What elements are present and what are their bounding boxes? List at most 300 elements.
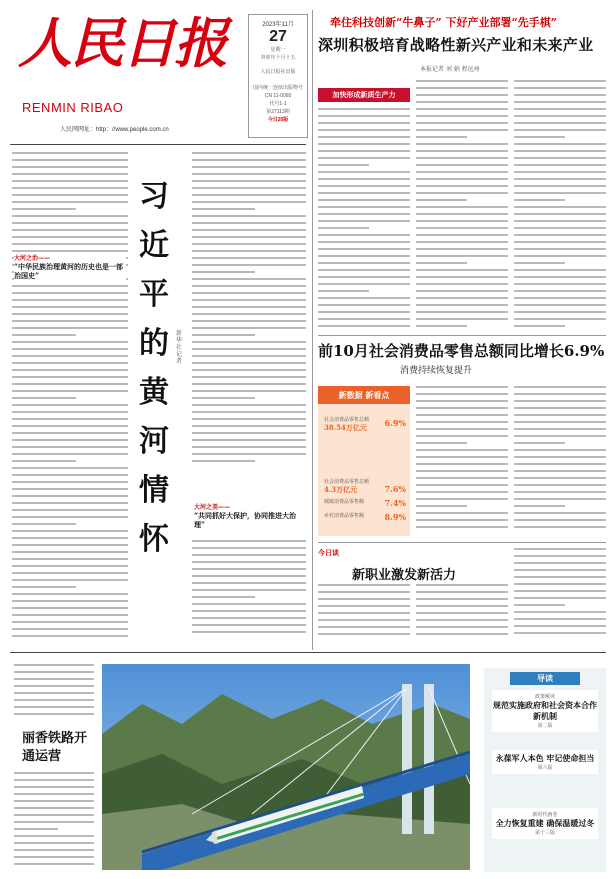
feature-text-col-1 <box>12 152 128 642</box>
text-line <box>416 442 467 444</box>
text-line <box>514 157 606 159</box>
text-line <box>514 632 606 634</box>
text-line <box>192 540 306 542</box>
text-line <box>12 607 128 609</box>
text-line <box>514 171 606 173</box>
guide-item-2[interactable]: 永葆军人本色 牢记使命担当 第六版 <box>492 750 598 774</box>
text-line <box>318 220 410 222</box>
text-line <box>514 463 606 465</box>
text-line <box>416 304 508 306</box>
text-line <box>14 692 94 694</box>
text-line <box>318 283 410 285</box>
text-line <box>416 297 508 299</box>
consumption-subtitle: 消费持续恢复提升 <box>400 366 473 376</box>
text-line <box>318 290 369 292</box>
text-line <box>514 108 606 110</box>
text-line <box>514 421 606 423</box>
text-line <box>14 828 58 830</box>
text-line <box>416 227 508 229</box>
lead-text-col-2 <box>416 80 508 332</box>
text-line <box>192 236 306 238</box>
text-line <box>192 243 306 245</box>
text-line <box>14 664 94 666</box>
text-line <box>318 185 410 187</box>
text-line <box>514 526 606 528</box>
text-line <box>192 460 255 462</box>
text-line <box>416 101 508 103</box>
text-line <box>416 470 508 472</box>
text-line <box>12 593 128 595</box>
text-line <box>514 477 606 479</box>
text-line <box>12 439 128 441</box>
text-line <box>192 575 306 577</box>
text-line <box>318 227 369 229</box>
masthead-divider <box>10 144 306 145</box>
text-line <box>416 626 508 628</box>
text-line <box>318 178 410 180</box>
text-line <box>416 428 508 430</box>
text-line <box>192 610 306 612</box>
text-line <box>318 612 410 614</box>
issue-code: 代号1-1 <box>269 101 287 107</box>
text-line <box>12 621 128 623</box>
feature-text-col-3 <box>192 540 306 642</box>
text-line <box>14 807 94 809</box>
text-line <box>12 474 128 476</box>
text-line <box>514 192 606 194</box>
text-line <box>514 569 606 571</box>
text-line <box>12 565 128 567</box>
text-line <box>12 544 128 546</box>
text-line <box>318 255 410 257</box>
text-line <box>192 278 306 280</box>
text-line <box>12 509 128 511</box>
text-line <box>318 276 410 278</box>
text-line <box>514 94 606 96</box>
text-line <box>416 512 508 514</box>
text-line <box>416 491 508 493</box>
text-line <box>514 400 606 402</box>
text-line <box>12 166 128 168</box>
text-line <box>12 404 128 406</box>
feature-vertical-title[interactable]: 习 近 平 的 黄 河 情 怀 <box>139 179 169 557</box>
issue-total: 第27113期 <box>266 109 290 115</box>
text-line <box>318 192 410 194</box>
text-line <box>514 206 606 208</box>
text-line <box>192 173 306 175</box>
consumption-headline[interactable]: 前10月社会消费品零售总额同比增长6.9% <box>318 342 605 360</box>
text-line <box>12 194 128 196</box>
new-jobs-text-col-3 <box>514 548 606 642</box>
text-line <box>514 618 606 620</box>
text-line <box>416 185 508 187</box>
text-line <box>514 227 606 229</box>
text-line <box>416 80 508 82</box>
text-line <box>318 262 410 264</box>
text-line <box>192 341 306 343</box>
text-line <box>12 327 128 329</box>
text-line <box>12 453 128 455</box>
text-line <box>318 318 410 320</box>
text-line <box>14 685 94 687</box>
text-line <box>514 590 606 592</box>
text-line <box>12 222 128 224</box>
date-box <box>248 14 308 138</box>
text-line <box>318 150 410 152</box>
text-line <box>416 311 508 313</box>
consumption-divider <box>318 542 606 543</box>
text-line <box>514 178 606 180</box>
text-line <box>416 449 508 451</box>
text-line <box>514 548 606 550</box>
text-line <box>318 206 410 208</box>
text-line <box>192 453 306 455</box>
text-line <box>12 243 128 245</box>
text-line <box>514 234 606 236</box>
text-line <box>514 442 565 444</box>
text-line <box>14 678 94 680</box>
text-line <box>12 537 128 539</box>
data-panel <box>318 386 410 536</box>
text-line <box>416 262 467 264</box>
railway-bridge-photo <box>102 664 470 870</box>
text-line <box>416 290 508 292</box>
text-line <box>192 617 306 619</box>
text-line <box>318 136 410 138</box>
text-line <box>192 439 306 441</box>
text-line <box>318 108 410 110</box>
lead-text-col-3 <box>514 80 606 332</box>
text-line <box>318 304 410 306</box>
text-line <box>514 241 606 243</box>
text-line <box>416 143 508 145</box>
text-line <box>514 414 606 416</box>
text-line <box>14 856 94 858</box>
section2-title: “共同抓好大保护，协同推进大治理” <box>194 511 297 529</box>
text-line <box>14 863 94 865</box>
text-line <box>416 414 508 416</box>
section1-label: 大河之治—— <box>14 255 51 262</box>
text-line <box>416 393 508 395</box>
text-line <box>12 383 128 385</box>
text-line <box>416 199 467 201</box>
text-line <box>12 180 128 182</box>
text-line <box>416 241 508 243</box>
data-item-3: 城镇消费品零售额 <box>324 499 365 505</box>
lead-headline[interactable]: 深圳积极培育战略性新兴产业和未来产业 <box>318 36 594 54</box>
text-line <box>14 814 94 816</box>
text-line <box>12 628 128 630</box>
text-line <box>416 498 508 500</box>
text-line <box>12 285 128 287</box>
text-line <box>12 446 128 448</box>
text-line <box>14 786 94 788</box>
text-line <box>12 558 128 560</box>
data-pct-1: 6.9% <box>384 418 406 428</box>
text-line <box>12 635 128 637</box>
text-line <box>416 108 508 110</box>
text-line <box>514 512 606 514</box>
text-line <box>416 619 508 621</box>
text-line <box>12 348 128 350</box>
text-line <box>416 157 508 159</box>
text-line <box>192 334 255 336</box>
text-line <box>416 407 508 409</box>
text-line <box>192 547 306 549</box>
text-line <box>14 842 94 844</box>
text-line <box>12 425 128 427</box>
text-line <box>416 605 508 607</box>
text-line <box>12 292 128 294</box>
text-line <box>514 136 565 138</box>
data-item-2: 社会消费品零售总额 4.3万亿元 <box>324 479 370 494</box>
text-line <box>14 835 94 837</box>
text-line <box>514 87 606 89</box>
text-line <box>416 94 508 96</box>
text-line <box>514 213 606 215</box>
text-line <box>14 793 94 795</box>
text-line <box>192 222 306 224</box>
text-line <box>514 597 606 599</box>
text-line <box>192 194 306 196</box>
text-line <box>318 164 369 166</box>
text-line <box>12 236 128 238</box>
text-line <box>416 192 508 194</box>
text-line <box>514 164 606 166</box>
text-line <box>318 626 410 628</box>
text-line <box>192 271 255 273</box>
text-line <box>318 122 410 124</box>
text-line <box>192 327 306 329</box>
text-line <box>514 283 606 285</box>
website-url[interactable]: 人民网网址：http：//www.people.com.cn <box>60 127 169 133</box>
text-line <box>318 311 410 313</box>
text-line <box>318 143 410 145</box>
text-line <box>12 502 128 504</box>
text-line <box>416 136 467 138</box>
text-line <box>416 178 508 180</box>
feature-section-2 <box>194 502 304 529</box>
text-line <box>192 425 306 427</box>
text-line <box>14 671 94 673</box>
text-line <box>514 470 606 472</box>
photo-text-bottom <box>14 772 94 870</box>
guide-title: 导读 <box>510 672 580 685</box>
text-line <box>12 516 128 518</box>
year-month: 2023年11月 <box>262 22 294 28</box>
text-line <box>318 584 410 586</box>
text-line <box>416 234 508 236</box>
text-line <box>192 582 306 584</box>
text-line <box>192 285 306 287</box>
text-line <box>192 624 306 626</box>
data-item-1: 社会消费品零售总额 38.54万亿元 <box>324 417 370 432</box>
text-line <box>192 159 306 161</box>
text-line <box>12 488 128 490</box>
data-panel-title: 新数据 新看点 <box>318 386 410 404</box>
text-line <box>416 591 508 593</box>
text-line <box>514 498 606 500</box>
text-line <box>12 159 128 161</box>
text-line <box>12 341 128 343</box>
text-line <box>12 523 76 525</box>
text-line <box>416 456 508 458</box>
text-line <box>416 505 467 507</box>
text-line <box>416 164 508 166</box>
text-line <box>416 526 508 528</box>
text-line <box>416 276 508 278</box>
data-pct-4: 8.9% <box>384 512 406 522</box>
text-line <box>192 180 306 182</box>
text-line <box>192 596 255 598</box>
text-line <box>192 390 306 392</box>
consumption-text-col-1 <box>416 386 508 536</box>
text-line <box>318 129 410 131</box>
page-count: 今日20版 <box>267 117 289 123</box>
text-line <box>192 306 306 308</box>
text-line <box>318 619 410 621</box>
text-line <box>12 355 128 357</box>
text-line <box>416 213 508 215</box>
text-line <box>192 208 255 210</box>
text-line <box>318 234 410 236</box>
text-line <box>192 362 306 364</box>
text-line <box>192 166 306 168</box>
text-line <box>514 555 606 557</box>
text-line <box>14 821 94 823</box>
text-line <box>318 115 410 117</box>
text-line <box>416 435 508 437</box>
bottom-divider <box>10 652 606 653</box>
text-line <box>514 255 606 257</box>
cn-code-label: 国内统一连续出版物号 <box>252 85 303 91</box>
lunar-date: 癸卯年十月十五 <box>260 55 296 61</box>
data-pct-3: 7.4% <box>384 498 406 508</box>
text-line <box>416 421 508 423</box>
text-line <box>514 115 606 117</box>
text-line <box>318 171 410 173</box>
text-line <box>192 411 306 413</box>
text-line <box>12 418 128 420</box>
text-line <box>14 849 94 851</box>
guide-item-1[interactable]: 政策解读 规范实施政府和社会资本合作新机制 第二版 <box>492 690 598 732</box>
text-line <box>192 418 306 420</box>
text-line <box>192 187 306 189</box>
daily-commentary-tag: 今日谈 <box>318 548 339 557</box>
text-line <box>192 404 306 406</box>
masthead <box>10 8 235 140</box>
text-line <box>514 304 606 306</box>
text-line <box>416 115 508 117</box>
text-line <box>14 772 94 774</box>
text-line <box>12 320 128 322</box>
text-line <box>12 390 128 392</box>
text-line <box>12 551 128 553</box>
text-line <box>12 187 128 189</box>
text-line <box>192 250 306 252</box>
guide-item-3[interactable]: 新时代画卷 全力恢复重建 确保温暖过冬 第十三版 <box>492 808 598 839</box>
text-line <box>416 248 508 250</box>
text-line <box>514 248 606 250</box>
text-line <box>192 631 306 633</box>
text-line <box>318 213 410 215</box>
text-line <box>12 600 128 602</box>
text-line <box>416 633 508 635</box>
text-line <box>514 122 606 124</box>
lead-text-col-1 <box>318 108 410 332</box>
text-line <box>192 264 306 266</box>
day-number: 27 <box>269 28 287 45</box>
text-line <box>416 318 508 320</box>
photo-caption-title[interactable]: 丽香铁路开通运营 <box>22 731 88 764</box>
text-line <box>12 397 76 399</box>
text-line <box>514 185 606 187</box>
lead-section-tag: 加快形成新质生产力 <box>318 88 410 102</box>
text-line <box>192 257 306 259</box>
text-line <box>12 432 128 434</box>
text-line <box>514 625 606 627</box>
text-line <box>192 603 306 605</box>
text-line <box>416 87 508 89</box>
newspaper-pinyin: RENMIN RIBAO <box>22 100 124 115</box>
text-line <box>192 369 306 371</box>
text-line <box>416 477 508 479</box>
text-line <box>318 598 410 600</box>
text-line <box>514 393 606 395</box>
text-line <box>514 150 606 152</box>
guide-panel <box>484 668 606 872</box>
text-line <box>12 614 128 616</box>
text-line <box>514 611 606 613</box>
text-line <box>192 561 306 563</box>
text-line <box>416 325 467 327</box>
new-jobs-text-col-1 <box>318 584 410 642</box>
text-line <box>514 199 565 201</box>
text-line <box>514 435 606 437</box>
text-line <box>318 157 410 159</box>
text-line <box>14 699 94 701</box>
text-line <box>514 297 606 299</box>
newspaper-logo: 人民日报 <box>18 11 226 75</box>
text-line <box>416 612 508 614</box>
text-line <box>416 269 508 271</box>
text-line <box>416 519 508 521</box>
text-line <box>192 313 306 315</box>
new-jobs-headline[interactable]: 新职业激发新活力 <box>352 568 457 583</box>
text-line <box>12 215 128 217</box>
text-line <box>192 376 306 378</box>
text-line <box>12 201 128 203</box>
text-line <box>514 325 565 327</box>
text-line <box>416 122 508 124</box>
text-line <box>12 208 76 210</box>
photo-text-top <box>14 664 94 722</box>
text-line <box>514 143 606 145</box>
text-line <box>12 495 128 497</box>
text-line <box>14 779 94 781</box>
publisher: 人民日报社出版 <box>260 69 296 75</box>
text-line <box>12 467 128 469</box>
text-line <box>416 220 508 222</box>
text-line <box>514 220 606 222</box>
text-line <box>318 269 410 271</box>
text-line <box>12 250 128 252</box>
text-line <box>12 481 128 483</box>
text-line <box>416 400 508 402</box>
text-line <box>192 348 306 350</box>
text-line <box>514 604 565 606</box>
text-line <box>514 456 606 458</box>
